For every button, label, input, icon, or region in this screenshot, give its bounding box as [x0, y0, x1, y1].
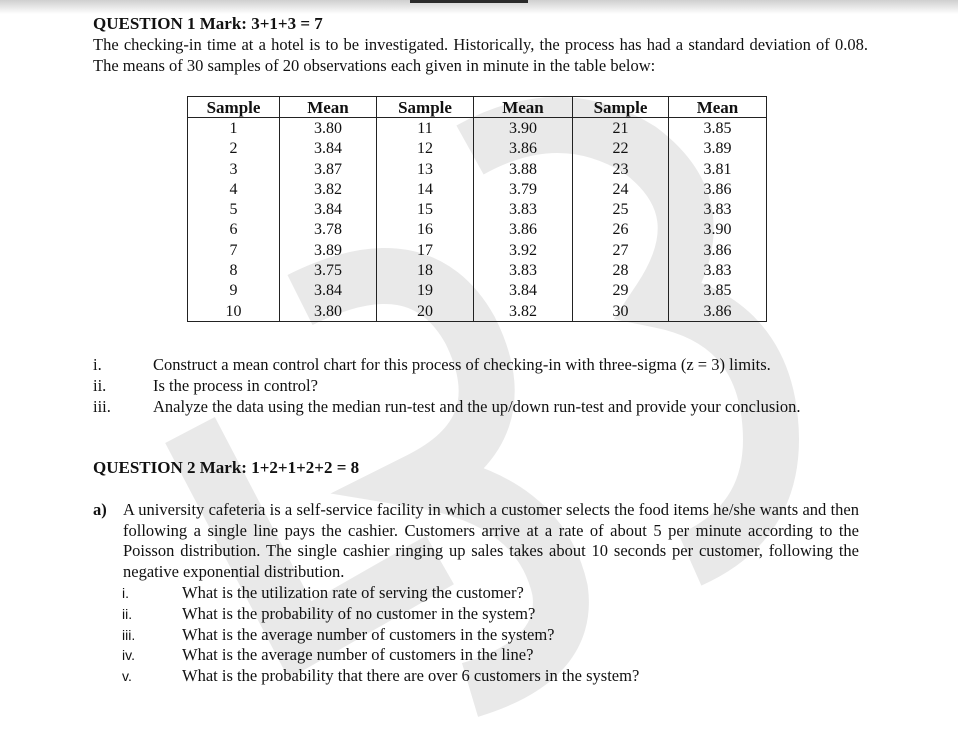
- sample-number-cell: 5: [188, 199, 280, 219]
- question-1-intro: The checking-in time at a hotel is to be investigated. Historically, the process has had a standard deviation of 0.08. The means of 30 samples of 20 observations each given in minute in the table below:: [93, 35, 868, 75]
- item-number: ii.: [93, 376, 107, 395]
- mean-value-cell: 3.84: [474, 281, 573, 301]
- sample-number-cell: 7: [188, 240, 280, 260]
- mean-value-cell: 3.83: [474, 199, 573, 219]
- mean-value-cell: 3.84: [280, 199, 377, 219]
- sample-number-cell: 20: [377, 301, 474, 322]
- sample-number-cell: 11: [377, 118, 474, 139]
- mean-value-cell: 3.84: [280, 281, 377, 301]
- sample-means-table: [187, 96, 767, 322]
- item-text: What is the utilization rate of serving the customer?: [182, 583, 524, 602]
- sample-number-cell: 14: [377, 179, 474, 199]
- item-text: Construct a mean control chart for this process of checking-in with three-sigma (z = 3) limits.: [153, 355, 771, 374]
- mean-value-cell: 3.81: [669, 159, 767, 179]
- column-header: Mean: [280, 97, 377, 118]
- mean-value-cell: 3.83: [474, 260, 573, 280]
- mean-value-cell: 3.86: [669, 301, 767, 322]
- mean-value-cell: 3.89: [280, 240, 377, 260]
- column-header: Sample: [573, 97, 669, 118]
- sample-number-cell: 6: [188, 220, 280, 240]
- table-row: [188, 179, 767, 199]
- part-a-text: A university cafeteria is a self-service facility in which a customer selects the food items he/she wants and then following a single line pays the cashier. Customers arrive at a rate of about 5 per minute according to the Poisson distribution. The single cashier ringing up sales takes about 10 seconds per customer, following the negative exponential distribution.: [123, 500, 859, 582]
- sample-number-cell: 8: [188, 260, 280, 280]
- mean-value-cell: 3.86: [474, 139, 573, 159]
- table-row: [188, 220, 767, 240]
- sample-number-cell: 21: [573, 118, 669, 139]
- item-number: iii.: [93, 397, 111, 416]
- mean-value-cell: 3.79: [474, 179, 573, 199]
- sample-number-cell: 9: [188, 281, 280, 301]
- mean-value-cell: 3.82: [474, 301, 573, 322]
- mean-value-cell: 3.85: [669, 281, 767, 301]
- sample-number-cell: 28: [573, 260, 669, 280]
- sample-number-cell: 19: [377, 281, 474, 301]
- sample-number-cell: 27: [573, 240, 669, 260]
- sample-number-cell: 23: [573, 159, 669, 179]
- table-row: [188, 281, 767, 301]
- item-text: What is the probability that there are over 6 customers in the system?: [182, 666, 640, 686]
- item-number: i.: [122, 585, 129, 601]
- sample-number-cell: 22: [573, 139, 669, 159]
- item-text: Is the process in control?: [153, 376, 318, 395]
- item-number: iii.: [122, 626, 136, 643]
- mean-value-cell: 3.89: [669, 139, 767, 159]
- sample-number-cell: 29: [573, 281, 669, 301]
- question-2-title: QUESTION 2 Mark: 1+2+1+2+2 = 8: [93, 458, 360, 477]
- item-number: v.: [122, 668, 132, 685]
- mean-value-cell: 3.86: [669, 179, 767, 199]
- part-label: a): [93, 500, 107, 519]
- column-header: Mean: [474, 97, 573, 118]
- sample-number-cell: 26: [573, 220, 669, 240]
- mean-value-cell: 3.78: [280, 220, 377, 240]
- sample-number-cell: 3: [188, 159, 280, 179]
- sample-number-cell: 1: [188, 118, 280, 139]
- sample-number-cell: 16: [377, 220, 474, 240]
- table-body: [188, 118, 767, 322]
- item-number: iv.: [122, 647, 135, 664]
- mean-value-cell: 3.80: [280, 118, 377, 139]
- item-text: What is the average number of customers in the line?: [182, 645, 534, 665]
- mean-value-cell: 3.88: [474, 159, 573, 179]
- sample-number-cell: 30: [573, 301, 669, 322]
- sample-number-cell: 10: [188, 301, 280, 322]
- mean-value-cell: 3.82: [280, 179, 377, 199]
- column-header: Mean: [669, 97, 767, 118]
- mean-value-cell: 3.75: [280, 260, 377, 280]
- table-row: [188, 159, 767, 179]
- item-number: ii.: [122, 605, 133, 622]
- mean-value-cell: 3.86: [669, 240, 767, 260]
- column-header: Sample: [377, 97, 474, 118]
- mean-value-cell: 3.83: [669, 199, 767, 219]
- question-1-title: QUESTION 1 Mark: 3+1+3 = 7: [93, 14, 323, 33]
- mean-value-cell: 3.80: [280, 301, 377, 322]
- item-text: Analyze the data using the median run-test and the up/down run-test and provide your conclusion.: [153, 397, 801, 416]
- table-row: [188, 240, 767, 260]
- mean-value-cell: 3.85: [669, 118, 767, 139]
- item-number: i.: [93, 355, 102, 374]
- sample-number-cell: 24: [573, 179, 669, 199]
- sample-number-cell: 15: [377, 199, 474, 219]
- sample-number-cell: 13: [377, 159, 474, 179]
- item-text: What is the probability of no customer in the system?: [182, 603, 536, 623]
- table-row: [188, 260, 767, 280]
- table-row: [188, 118, 767, 139]
- sample-number-cell: 17: [377, 240, 474, 260]
- item-text: What is the average number of customers in the system?: [182, 624, 555, 644]
- sample-number-cell: 25: [573, 199, 669, 219]
- table-header-row: [188, 97, 767, 118]
- mean-value-cell: 3.83: [669, 260, 767, 280]
- mean-value-cell: 3.90: [669, 220, 767, 240]
- sample-number-cell: 12: [377, 139, 474, 159]
- mean-value-cell: 3.86: [474, 220, 573, 240]
- sample-number-cell: 18: [377, 260, 474, 280]
- table-row: [188, 199, 767, 219]
- sample-number-cell: 2: [188, 139, 280, 159]
- mean-value-cell: 3.87: [280, 159, 377, 179]
- mean-value-cell: 3.92: [474, 240, 573, 260]
- mean-value-cell: 3.90: [474, 118, 573, 139]
- table-row: [188, 301, 767, 322]
- column-header: Sample: [188, 97, 280, 118]
- sample-number-cell: 4: [188, 179, 280, 199]
- mean-value-cell: 3.84: [280, 139, 377, 159]
- table-row: [188, 139, 767, 159]
